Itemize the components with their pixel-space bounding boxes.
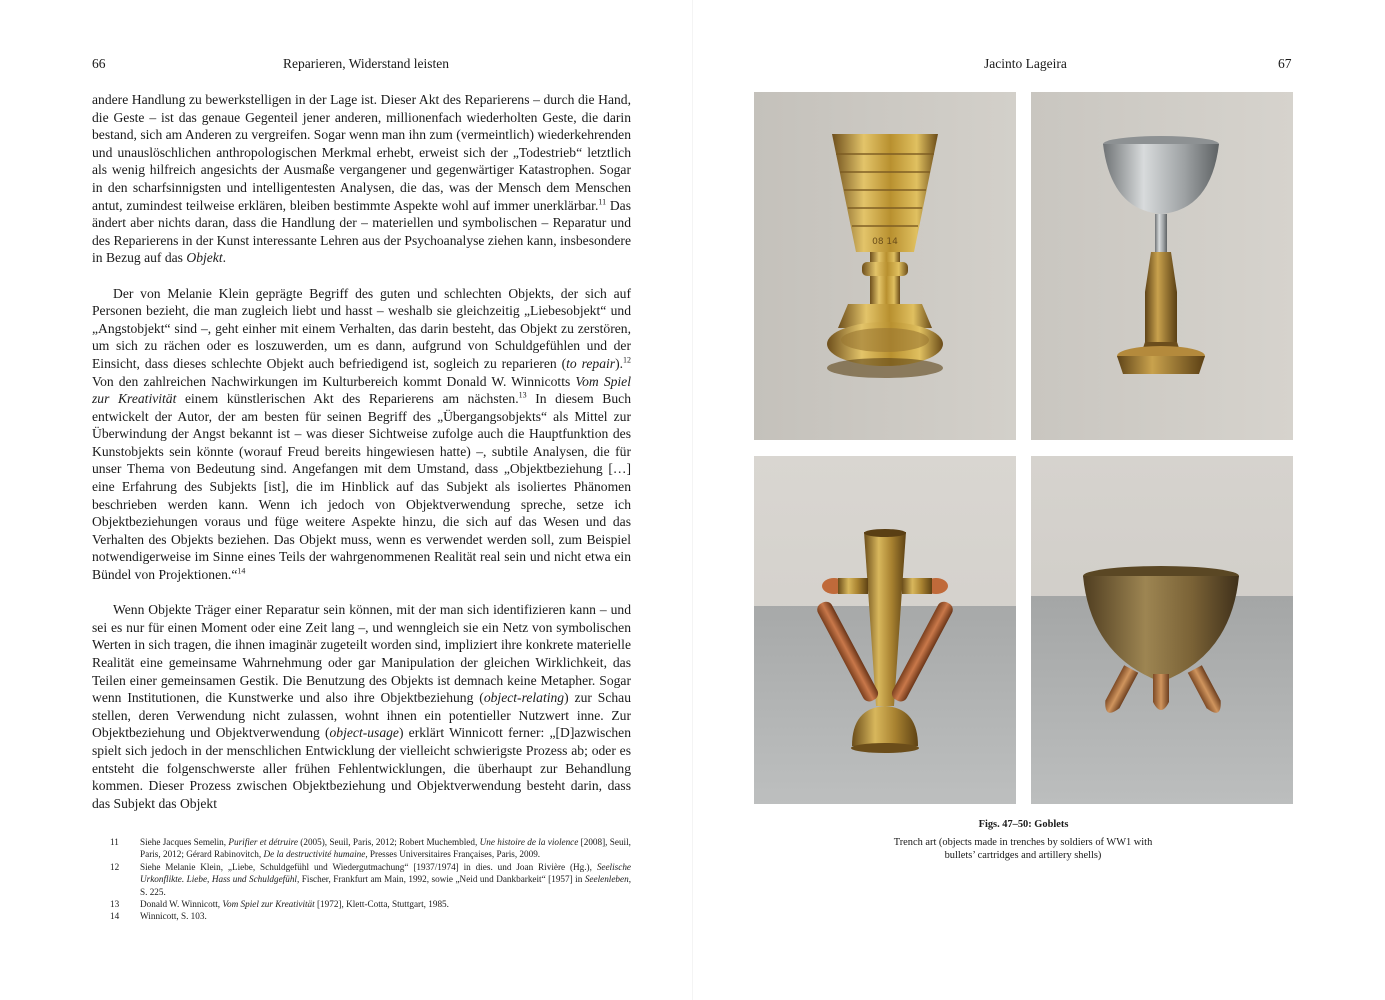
goblet-engraving: 08 14 [872, 237, 898, 247]
footnote-text [140, 836, 631, 861]
italic-text: Vom Spiel zur Kreativität [92, 373, 631, 407]
footnote-number: 12 [110, 861, 120, 872]
text-run: , Fischer, Frankfurt am Main, 1992, sowie „Neid und Dankbarkeit“ [1957] in [296, 874, 585, 885]
photo-goblet-aluminium-bowl [1031, 92, 1293, 440]
text-run: ) zur Schau stellen, deren Verwendung nicht zulassen, wohnt ihnen ein potentieller Nutzwert inne. Zur Objektbeziehung und Objektverwendung ( [92, 690, 632, 741]
footnotes [110, 836, 631, 923]
text-run: In diesem Buch entwickelt der Autor, der am besten für seinen Begriff des „Übergangsobjekts“ als Mittel zur Überwindung der Angst bekannt ist – was dieser Sichtweise zufolge auch die Hauptfunktion des Kunstobjekts sein könnte (worauf Freud bereits hingewiesen hatte) –, subtile Analysen, die für unser Thema von Bedeutung sind. Angefangen mit dem Umstand, dass „Objektbeziehung […] eine Erfahrung des Subjekts [ist], die im Hinblick auf das Subjekt als isoliertes Phänomen beschrieben werden kann. Wenn ich jedoch von Objektverwendung spreche, setze ich Objektbeziehungen voraus und füge weitere Aspekte hinzu, die sich auf das Wesen und das Verhalten des Objekts beziehen. Das Objekt muss, wenn es verwendet werden soll, zum Beispiel notwendigerweise im Sinne eines Teils der wahrgenommenen Realität real sein und nicht etwa ein Bündel von Projektionen.“ [92, 391, 631, 583]
footnote-ref: 14 [237, 566, 246, 576]
footnote-ref: 13 [518, 390, 527, 400]
text-run: Wenn Objekte Träger einer Reparatur sein können, mit der man sich identifizieren kann – und sei es nur für einen Moment oder eine Zeit lang –, und wenngleich sie ein Netz von symbolischen Werten in sich tragen, die ihnen imaginär zugeteilt worden sind, impliziert ihre konkrete materielle Realität eine gemeinsame Wahrnehmung oder gar Manipulation der gleichen Wirklichkeit, das Teilen einer gemeinsamen Gestik. Die Benutzung des Objekts ist demnach keine Metapher. Sogar wenn Institutionen, die Kunstwerke und also ihre Objektbeziehung ( [92, 602, 631, 706]
left-page [0, 0, 692, 1000]
text-run: Siehe Jacques Semelin, [140, 837, 229, 847]
italic-text: Objekt [186, 250, 223, 266]
text-run: ) erklärt Winnicott ferner: „[D]azwischen spielt sich jedoch in der menschlichen Entwicklung der vielleicht schwierigste Prozess ab; oder es entsteht die folgenschwerste aller frühen Fehlentwicklungen, die überhaupt zur Behandlung kommen. Dieser Prozess zwischen Objektbeziehung und Objektverwendung besteht darin, dass das Subjekt das Objekt [92, 725, 631, 811]
footnote-number: 11 [110, 837, 119, 847]
body-text [92, 91, 631, 812]
italic-text: object-relating [483, 690, 565, 706]
text-run: einem künstlerischen Akt des Reparierens am nächsten. [176, 391, 519, 407]
italic-text: Une histoire de la violence [479, 837, 579, 847]
text-run: Das ändert aber nichts daran, dass die Handlung der – materiellen und symbolischen – Reparatur und des Reparierens in der Kunst interessante Lehren aus der Psychoanalyse ziehen kann, insbesondere in Bezug auf das [92, 197, 631, 266]
footnote-ref: 12 [623, 355, 632, 365]
photo-goblet-bowl-on-bullet-feet [1031, 456, 1293, 804]
text-run: Von den zahlreichen Nachwirkungen im Kulturbereich kommt Donald W. Winnicotts [92, 373, 576, 389]
text-run: Donald W. Winnicott, [140, 899, 223, 910]
text-run: Siehe Melanie Klein, „Liebe, Schuldgefühl und Wiedergutmachung“ [1937/1974] in dies. und Joan Rivière (Hg.), [140, 861, 597, 872]
text-run: Winnicott, S. 103. [140, 911, 207, 922]
footnote-number: 14 [110, 911, 120, 922]
footnote-text [140, 910, 631, 922]
italic-text: object-usage [329, 725, 399, 741]
text-run: [1972], Klett-Cotta, Stuttgart, 1985. [314, 899, 449, 910]
paragraph [92, 601, 631, 812]
text-run: andere Handlung zu bewerkstelligen in der Lage ist. Dieser Akt des Reparierens – durch die Hand, die Geste – ist das genaue Gegenteil jener anderen, millionenfach wiederholten Geste, die darin bestand, sich am Anderen zu vergreifen. Sogar wenn man ihn zum (vermeintlich) wiederkehrenden und unauslöschlichen anthropologischen Merkmal erhebt, erweist sich der „Todestrieb“ letztlich als wenig hilfreich angesichts der Ausmaße vergangener und gegenwärtiger Katastrophen. Sogar in den scharfsinnigsten und intelligentesten Analysen, die das, was der Mensch dem Menschen antut, zumindest teilweise erklären, bleiben bestimmte Aspekte wohl auf immer unerklärbar. [92, 92, 631, 213]
paragraph [92, 285, 631, 584]
text-run: [2008], Seuil, Paris, 2012; Gérard Rabinovitch, [140, 837, 631, 860]
footnote [110, 836, 631, 861]
footnote-text [140, 861, 631, 898]
running-title-right: Jacinto Lageira [984, 56, 1067, 71]
italic-text: Purifier et détruire [228, 837, 298, 847]
footnote-ref: 11 [598, 197, 607, 207]
italic-text: Vom Spiel zur Kreativität [222, 899, 315, 910]
paragraph [92, 91, 631, 267]
text-run: (2005), Seuil, Paris, 2012; Robert Muchembled, [297, 837, 480, 847]
italic-text: Seelische Urkonflikte. Liebe, Hass und Schuldgefühl [140, 861, 631, 885]
photo-goblet-vase-with-bullet-handles [754, 456, 1016, 804]
text-run: , S. 225. [140, 874, 631, 897]
figure-caption-text: Trench art (objects made in trenches by soldiers of WW1 with bullets’ cartridges and artillery shells) [893, 837, 1153, 861]
right-page [692, 0, 1385, 1000]
text-run: Der von Melanie Klein geprägte Begriff des guten und schlechten Objekts, der sich auf Personen bezieht, die man zugleich liebt und hasst – weshalb sie gleichzeitig „Liebesobjekt“ und „Angstobjekt“ sind –, geht einher mit einem Verhalten, das darin besteht, das Objekt zu zerstören, um sich zu rächen oder es loszuwerden, um es dann, aufgrund von Schuldgefühlen und der Einsicht, dass dieses schlechte Objekt auch befriedigend ist, sogleich zu reparieren ( [92, 285, 631, 371]
footnote [110, 910, 631, 922]
italic-text: Seelenleben [584, 874, 629, 885]
running-title-left: Reparieren, Widerstand leisten [283, 56, 450, 71]
photo-goblet-engraved-brass [754, 92, 1016, 440]
footnote [110, 861, 631, 898]
page-number-right: 67 [1278, 56, 1292, 71]
footnote-text [140, 898, 631, 910]
text-run: . [222, 250, 227, 266]
italic-text: to repair [566, 355, 616, 371]
footnote [110, 898, 631, 910]
italic-text: De la destructivité humaine [263, 849, 366, 860]
footnote-number: 13 [110, 899, 120, 910]
text-run: , Presses Universitaires Françaises, Paris, 2009. [365, 849, 541, 860]
text-run: ). [615, 355, 624, 371]
figure-caption-title: Figs. 47–50: Goblets [978, 819, 1069, 830]
page-number-left: 66 [92, 56, 106, 71]
